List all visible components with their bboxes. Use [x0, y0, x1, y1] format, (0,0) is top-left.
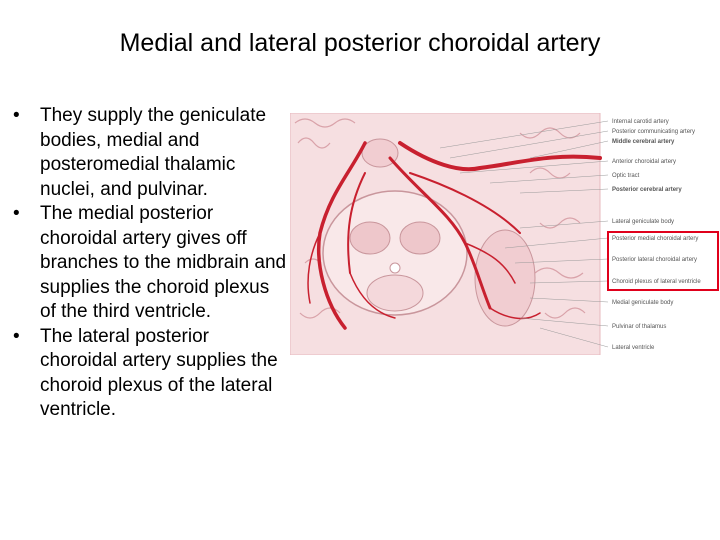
bullet-glyph: •	[13, 203, 20, 224]
figure-label: Lateral geniculate body	[612, 219, 675, 225]
figure-label: Posterior cerebral artery	[612, 187, 682, 193]
figure-label: Medial geniculate body	[612, 300, 674, 306]
aqueduct	[390, 263, 400, 273]
bullet-glyph: •	[13, 105, 20, 126]
figure-label: Pulvinar of thalamus	[612, 324, 667, 330]
figure-label: Optic tract	[612, 173, 640, 179]
figure-label: Choroid plexus of lateral ventricle	[612, 279, 701, 285]
figure-label: Posterior communicating artery	[612, 129, 696, 135]
bullet-text: The medial posterior choroidal artery gives off branches to the midbrain and supplies the choroid plexus of the third ventricle.	[40, 203, 287, 322]
bullet-item	[8, 325, 290, 423]
figure-label: Posterior medial choroidal artery	[612, 236, 699, 242]
figure-label: Anterior choroidal artery	[612, 159, 677, 165]
figure-label: Lateral ventricle	[612, 345, 655, 351]
figure-label: Middle cerebral artery	[612, 139, 675, 145]
bullet-glyph: •	[13, 325, 20, 347]
figure-label: Posterior lateral choroidal artery	[612, 257, 698, 263]
slide-title: Medial and lateral posterior choroidal artery	[119, 29, 601, 57]
cerebral-peduncle-right	[400, 222, 440, 254]
brain-illustration	[290, 113, 720, 355]
thalamus-region	[475, 230, 535, 326]
figure-label: Internal carotid artery	[612, 119, 669, 125]
cerebral-peduncle-left	[350, 222, 390, 254]
bullet-item	[8, 202, 290, 325]
tectum	[367, 275, 423, 311]
bullet-text: They supply the geniculate bodies, medial and posteromedial thalamic nuclei, and pulvinar.	[40, 105, 267, 200]
anatomy-figure	[290, 113, 720, 355]
bullet-item	[8, 104, 290, 202]
bullet-text: The lateral posterior choroidal artery supplies the choroid plexus of the lateral ventricle.	[40, 325, 278, 420]
bullet-list	[8, 104, 290, 423]
